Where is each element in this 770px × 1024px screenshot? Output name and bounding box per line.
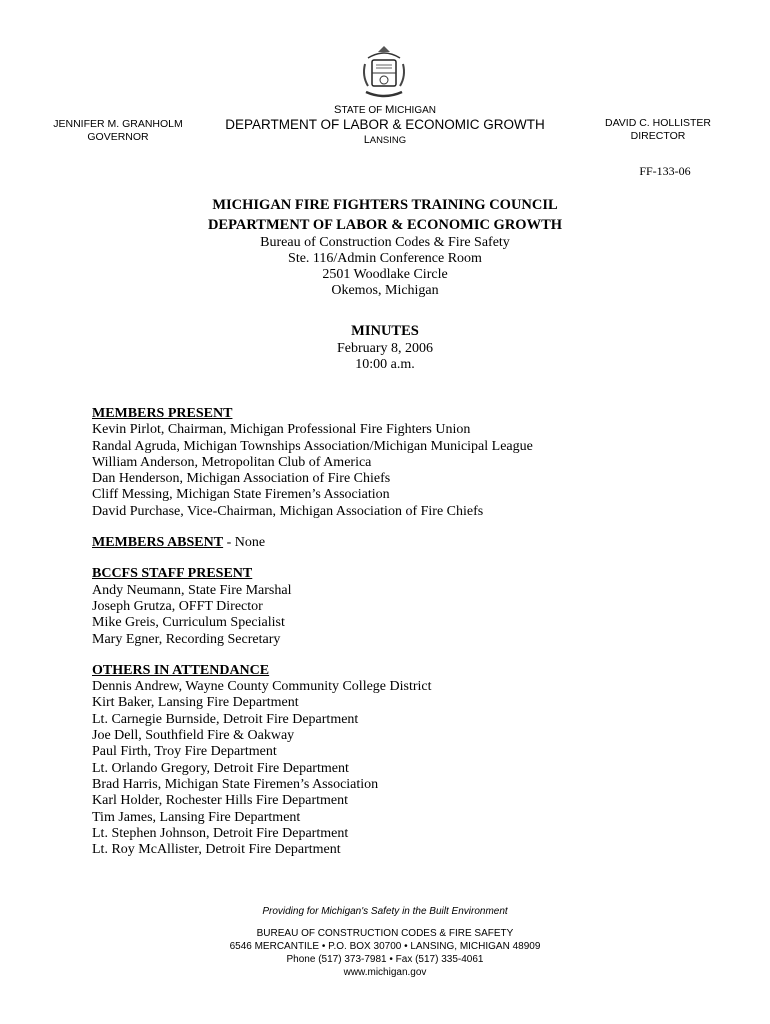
members-present-section (92, 406, 732, 520)
department-name: DEPARTMENT OF LABOR & ECONOMIC GROWTH (225, 117, 545, 132)
department-title: DEPARTMENT OF LABOR & ECONOMIC GROWTH (207, 217, 563, 233)
list-item: Joe Dell, Southfield Fire & Oakway (92, 728, 295, 744)
list-item: Karl Holder, Rochester Hills Fire Department (92, 793, 349, 809)
list-item: Dan Henderson, Michigan Association of Fire Chiefs (92, 471, 391, 487)
members-absent-value: - None (223, 535, 266, 551)
state-label-initial-2: M (384, 104, 395, 116)
state-label-rest-2: ICHIGAN (394, 105, 436, 116)
list-item: Mike Greis, Curriculum Specialist (92, 615, 285, 631)
list-item: Joseph Grutza, OFFT Director (92, 598, 263, 614)
list-item: Mary Egner, Recording Secretary (92, 631, 281, 647)
city-label-rest: ANSING (369, 135, 407, 146)
page-footer (150, 905, 620, 979)
list-item: Andy Neumann, State Fire Marshal (92, 582, 292, 598)
footer-motto: Providing for Michigan's Safety in the Built Environment (262, 906, 508, 917)
form-number: FF-133-06 (639, 164, 691, 178)
director-title: DIRECTOR (630, 130, 686, 142)
city-line: Okemos, Michigan (331, 283, 439, 298)
members-present-heading: MEMBERS PRESENT (92, 406, 233, 421)
list-item: Kevin Pirlot, Chairman, Michigan Professional Fire Fighters Union (92, 422, 471, 438)
footer-bureau: BUREAU OF CONSTRUCTION CODES & FIRE SAFETY (256, 928, 514, 939)
director-name: DAVID C. HOLLISTER (605, 117, 711, 129)
list-item: Brad Harris, Michigan State Firemen’s Association (92, 776, 379, 792)
list-item: William Anderson, Metropolitan Club of America (92, 454, 372, 470)
list-item: Lt. Carnegie Burnside, Detroit Fire Department (92, 711, 359, 727)
staff-present-section (92, 566, 732, 647)
list-item: Dennis Andrew, Wayne County Community College District (92, 679, 432, 695)
footer-phone: Phone (517) 373-7981 • Fax (517) 335-4061 (286, 954, 484, 965)
list-item: Paul Firth, Troy Fire Department (92, 744, 277, 760)
michigan-state-seal (358, 44, 410, 102)
governor-title: GOVERNOR (87, 131, 149, 143)
governor-block (48, 118, 188, 144)
governor-name: JENNIFER M. GRANHOLM (53, 118, 183, 130)
members-absent-heading: MEMBERS ABSENT (92, 535, 224, 551)
title-block (150, 195, 620, 299)
list-item: Randal Agruda, Michigan Townships Association/Michigan Municipal League (92, 438, 533, 454)
street-line: 2501 Woodlake Circle (322, 267, 448, 282)
list-item: Tim James, Lansing Fire Department (92, 809, 301, 825)
meeting-time: 10:00 a.m. (355, 357, 415, 372)
staff-present-heading: BCCFS STAFF PRESENT (92, 566, 253, 582)
state-label (230, 104, 540, 117)
minutes-title: MINUTES (351, 323, 419, 339)
room-line: Ste. 116/Admin Conference Room (288, 251, 482, 266)
footer-website: www.michigan.gov (343, 967, 427, 978)
state-label-rest-1: TATE OF (341, 105, 385, 116)
list-item: Lt. Orlando Gregory, Detroit Fire Department (92, 760, 349, 776)
city-label-initial: L (363, 134, 370, 146)
footer-address: 6546 MERCANTILE • P.O. BOX 30700 • LANSING, MICHIGAN 48909 (229, 941, 541, 952)
council-title: MICHIGAN FIRE FIGHTERS TRAINING COUNCIL (212, 197, 558, 213)
list-item: David Purchase, Vice-Chairman, Michigan Association of Fire Chiefs (92, 503, 484, 519)
minutes-block (235, 321, 535, 373)
list-item: Kirt Baker, Lansing Fire Department (92, 695, 299, 711)
director-block (588, 117, 728, 143)
state-label-initial-1: S (334, 104, 342, 116)
others-section (92, 663, 732, 859)
list-item: Cliff Messing, Michigan State Firemen’s Association (92, 487, 390, 503)
city-label (230, 134, 540, 147)
meeting-date: February 8, 2006 (336, 341, 434, 356)
members-absent-section (92, 535, 732, 551)
minutes-body (92, 406, 732, 873)
others-heading: OTHERS IN ATTENDANCE (92, 662, 270, 678)
list-item: Lt. Roy McAllister, Detroit Fire Department (92, 842, 341, 858)
list-item: Lt. Stephen Johnson, Detroit Fire Department (92, 825, 349, 841)
bureau-line: Bureau of Construction Codes & Fire Safety (260, 235, 510, 250)
